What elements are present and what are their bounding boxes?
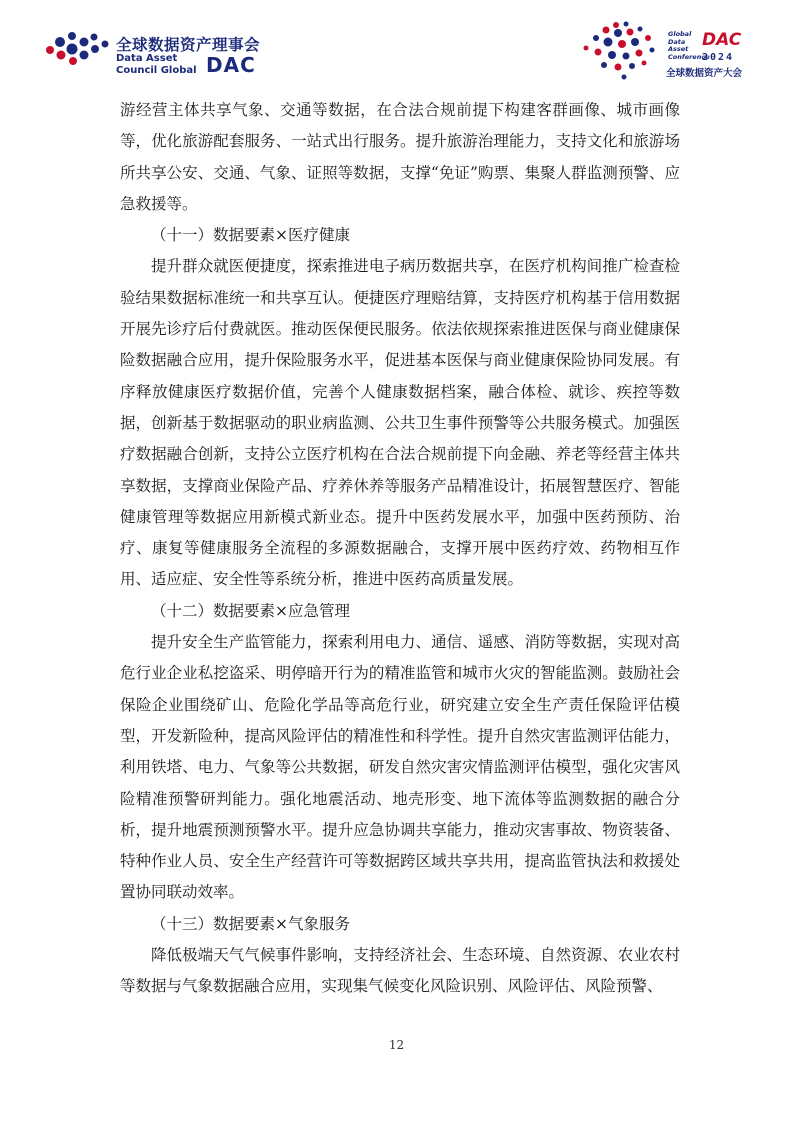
dac-conference-logo — [578, 20, 768, 90]
paragraph-meteorology: 降低极端天气气候事件影响，支持经济社会、生态环境、自然资源、农业农村等数据与气象数据融合应用，实现集气候变化风险识别、风险评估、风险预警、 — [120, 946, 680, 996]
paragraph-tourism-continued: 游经营主体共享气象、交通等数据，在合法合规前提下构建客群画像、城市画像等，优化旅游配套服务、一站式出行服务。提升旅游治理能力，支持文化和旅游场所共享公安、交通、气象、证照等数据，支撑“免证”购票、集聚人群监测预警、应急救援等。 — [120, 101, 680, 213]
document-body — [120, 95, 680, 1003]
molecule-logo-icon — [44, 28, 114, 68]
paragraph-emergency: 提升安全生产监管能力，探索利用电力、通信、遥感、消防等数据，实现对高危行业企业私挖盗采、明停暗开行为的精准监管和城市火灾的智能监测。鼓励社会保险企业围绕矿山、危险化学品等高危行业，研究建立安全生产责任保险评估模型，开发新险种，提高风险评估的精准性和科学性。提升自然灾害监测评估能力，利用铁塔、电力、气象等公共数据，研发自然灾害灾情监测评估模型，强化灾害风险精准预警研判能力。强化地震活动、地壳形变、地下流体等监测数据的融合分析，提升地震预测预警水平。提升应急协调共享能力，推动灾害事故、物资装备、特种作业人员、安全生产经营许可等数据跨区域共享共用，提高监管执法和救援处置协同联动效率。 — [120, 633, 680, 902]
section-heading-healthcare: （十一）数据要素×医疗健康 — [151, 226, 350, 245]
conference-dots-icon — [578, 20, 668, 82]
org-abbr: DAC — [206, 53, 256, 77]
section-heading-meteorology: （十三）数据要素×气象服务 — [151, 914, 350, 933]
page-header — [0, 0, 793, 90]
section-heading-emergency: （十二）数据要素×应急管理 — [151, 601, 350, 620]
page-number: 12 — [388, 1038, 405, 1052]
conference-abbr: DAC — [702, 30, 742, 50]
conference-year: 2024 — [702, 52, 735, 63]
org-name-cn: 全球数据资产理事会 — [116, 36, 261, 54]
dac-council-logo — [44, 22, 274, 82]
conference-name-cn: 全球数据资产大会 — [666, 68, 743, 79]
org-name-en: Data Asset Council Global — [116, 53, 197, 76]
paragraph-healthcare: 提升群众就医便捷度，探索推进电子病历数据共享，在医疗机构间推广检查检验结果数据标准统一和共享互认。便捷医疗理赔结算，支持医疗机构基于信用数据开展先诊疗后付费就医。推动医保便民服务。依法依规探索推进医保与商业健康保险数据融合应用，提升保险服务水平，促进基本医保与商业健康保险协同发展。有序释放健康医疗数据价值，完善个人健康数据档案，融合体检、就诊、疾控等数据，创新基于数据驱动的职业病监测、公共卫生事件预警等公共服务模式。加强医疗数据融合创新，支持公立医疗机构在合法合规前提下向金融、养老等经营主体共享数据，支撑商业保险产品、疗养休养等服务产品精准设计，拓展智慧医疗、智能健康管理等数据应用新模式新业态。提升中医药发展水平，加强中医药预防、治疗、康复等健康服务全流程的多源数据融合，支撑开展中医药疗效、药物相互作用、适应症、安全性等系统分析，推进中医药高质量发展。 — [120, 257, 680, 589]
conference-name-en: Global Data Asset Conference — [668, 30, 710, 61]
